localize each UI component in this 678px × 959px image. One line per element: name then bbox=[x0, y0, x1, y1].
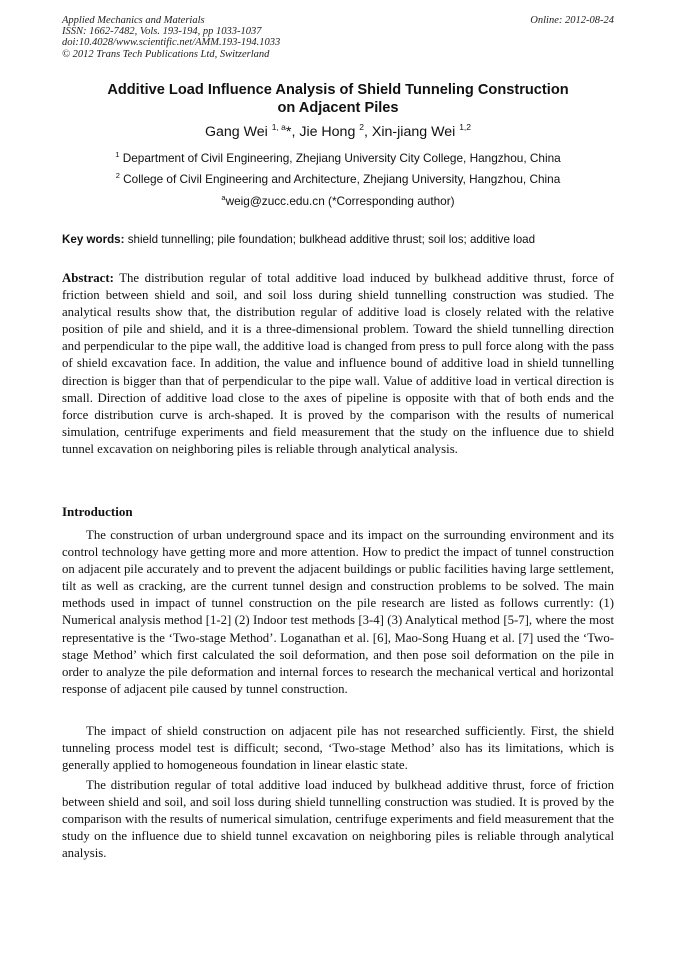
affiliation-text: Department of Civil Engineering, Zhejiang University City College, Hangzhou, China bbox=[122, 151, 561, 165]
intro-paragraph-3: The distribution regular of total additive load induced by bulkhead additive thrust, force of friction between shield and soil, and soil loss during shield tunnelling construction was studied. It is proved by the comparison with the results of numerical simulation, centrifuge experiments and field measurement that the study on the influence due to shield tunnel excavation on neighboring piles is reliable through analytical analysis. bbox=[62, 778, 614, 861]
affiliation-2 bbox=[62, 171, 614, 186]
abstract-text: The distribution regular of total additive load induced by bulkhead additive thrust, force of friction between shield and soil, and soil loss during shield tunnelling construction was studied. The analytical results show that, the distribution regular of additive load is closely related with the relative position of pile and shield, and it is a three-dimensional problem. Toward the shield tunnelling direction and perpendicular to the pipe wall, the additive load is changed from press to pull force along with the pass of shield excavation face. In addition, the value and influence bound of additive load in shield tunnelling direction is bigger than that of perpendicular to the pipe wall. Value of additive load in vertical direction is small. Direction of additive load close to the axes of pipeline is opposite with that of both ends and the force distribution curve is arch-shaped. It is proved by the comparison with the results of numerical simulation, centrifuge experiments and field measurement that the study on the influence due to shield tunnel excavation on neighboring piles is reliable through analytical analysis. bbox=[62, 271, 614, 456]
intro-paragraph-1: The construction of urban underground space and its impact on the surrounding environment and its control technology have getting more and more attention. How to predict the impact of tunnel construction on adjacent pile accurately and to prevent the adjacent buildings or public facilities having large settlement, tilt as well as cracking, are the current tunnel design and construction problems to be solved. The main methods used in impact of tunnel construction on the pile research are listed as follows currently: (1) Numerical analysis method [1-2] (2) Indoor test methods [3-4] (3) Analytical method [5-7], where the most representative is the ‘Two-stage Method’. Loganathan et al. [6], Mao-Song Huang et al. [7] used the ‘Two-stage Method’ which first calculated the soil deformation, and then pose soil deformation on the pile in order to analyze the pile deformation and internal forces to research the mechanical vertical and horizontal response of adjacent pile caused by tunnel construction. bbox=[62, 528, 614, 696]
title-line-1: Additive Load Influence Analysis of Shield Tunneling Construction bbox=[107, 82, 569, 98]
copyright-line: © 2012 Trans Tech Publications Ltd, Switzerland bbox=[62, 48, 270, 60]
abstract-label: Abstract: bbox=[62, 271, 114, 285]
author-name: Gang Wei bbox=[204, 124, 268, 140]
journal-name: Applied Mechanics and Materials bbox=[62, 15, 205, 26]
author-name: Xin-jiang Wei bbox=[371, 124, 456, 140]
author-superscript: 2 bbox=[359, 122, 365, 132]
author-list: Gang Wei $^{1, a}$*, Jie Hong $^2$, Xin-jiang Wei $^{1,2}$ bbox=[204, 122, 472, 140]
journal-header bbox=[62, 15, 614, 60]
author-superscript: 1, a bbox=[271, 122, 286, 132]
contact-email bbox=[62, 193, 614, 208]
paper-title bbox=[62, 81, 614, 117]
email-text: weig@zucc.edu.cn (*Corresponding author) bbox=[225, 194, 455, 208]
keywords-text: shield tunnelling; pile foundation; bulkhead additive thrust; soil los; additive load bbox=[127, 233, 536, 246]
affiliation-number: 1 bbox=[115, 150, 120, 159]
affiliation-text: College of Civil Engineering and Architecture, Zhejiang University, Hangzhou, China bbox=[123, 172, 561, 186]
intro-paragraph-2: The impact of shield construction on adjacent pile has not researched sufficiently. First, the shield tunneling process model test is difficult; second, ‘Two-stage Method’ also has its limitations, which is generally applied to homogeneous foundation in linear elastic state. bbox=[62, 724, 614, 773]
keywords bbox=[62, 233, 622, 246]
corresponding-mark: * bbox=[285, 124, 292, 140]
author-superscript: 1,2 bbox=[459, 122, 472, 132]
title-line-2: on Adjacent Piles bbox=[277, 100, 399, 116]
author-name: Jie Hong bbox=[299, 124, 356, 140]
keywords-label: Key words: bbox=[62, 233, 125, 246]
affiliation-number: 2 bbox=[115, 171, 120, 180]
abstract bbox=[62, 270, 614, 458]
email-superscript: a bbox=[221, 193, 226, 202]
issn-line: ISSN: 1662-7482, Vols. 193-194, pp 1033-1037 bbox=[62, 26, 262, 38]
online-date: Online: 2012-08-24 bbox=[530, 15, 614, 26]
doi-line: doi:10.4028/www.scientific.net/AMM.193-194.1033 bbox=[62, 37, 281, 49]
affiliation-1 bbox=[62, 150, 614, 165]
section-heading-introduction: Introduction bbox=[62, 504, 133, 519]
